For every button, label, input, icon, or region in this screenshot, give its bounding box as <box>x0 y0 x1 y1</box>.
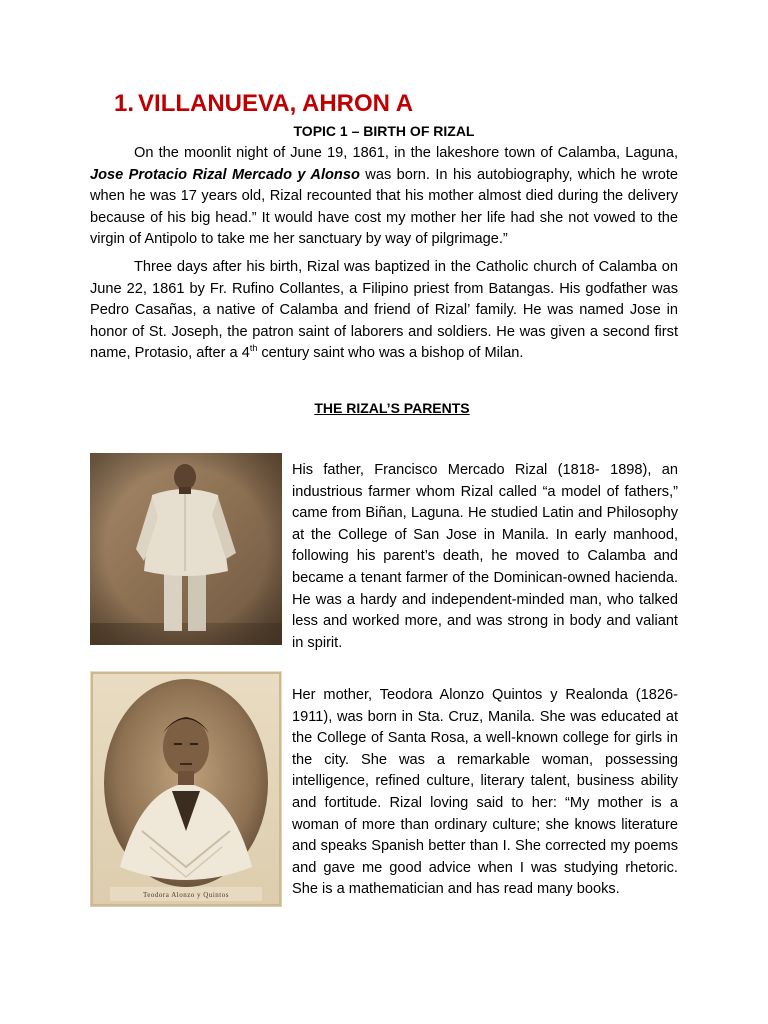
mother-photo-caption: Teodora Alonzo y Quintos <box>143 891 229 899</box>
baptism-paragraph-end: century saint who was a bishop of Milan. <box>257 345 524 362</box>
parents-section-title: THE RIZAL’S PARENTS <box>314 400 470 416</box>
ordinal-superscript: th <box>249 343 258 354</box>
father-paragraph: His father, Francisco Mercado Rizal (1818- 1898), an industrious farmer whom Rizal called “a model of fathers,” came from Biñan, Laguna. He studied Latin and Philosophy at the College of San Jose in Manila. In early manhood, following his parent’s death, he moved to Calamba and became a tenant farmer of the Dominican-owned hacienda. He was a hardy and independent-minded man, who talked less and worked more, and was strong in body and valiant in spirit. <box>292 462 678 651</box>
father-photo <box>90 453 282 645</box>
heading-number: 1. <box>114 90 135 117</box>
birth-paragraph-end: was born. In his autobiography, which he wrote when he was 17 years old, Rizal recounted that his mother almost died during the delivery because of his big head.” It would have cost my mother her life had she not vowed to the virgin of Antipolo to take me her sanctuary by way of pilgrimage.” <box>90 166 678 248</box>
topic-title: TOPIC 1 – BIRTH OF RIZAL <box>293 123 475 139</box>
mother-photo <box>90 671 282 907</box>
birth-paragraph <box>90 143 678 251</box>
baptism-paragraph-start: Three days after his birth, Rizal was baptized in the Catholic church of Calamba on June 22, 1861 by Fr. Rufino Collantes, a Filipino priest from Batangas. His godfather was Pedro Casañas, a native of Calamba and friend of Rizal’ family. He was named Jose in honor of St. Joseph, the patron saint of laborers and soldiers. He was given a second first name, Protasio, after a 4 <box>90 259 678 362</box>
rizal-full-name: Jose Protacio Rizal Mercado y Alonso <box>90 166 360 183</box>
mother-paragraph: Her mother, Teodora Alonzo Quintos y Realonda (1826-1911), was born in Sta. Cruz, Manila. She was educated at the College of Santa Rosa, a well-known college for girls in the city. She was a remarkable woman, possessing intelligence, refined culture, literary talent, business ability and fortitude. Rizal loving said to her: “My mother is a woman of more than ordinary culture; she knows literature and speaks Spanish better than I. She corrected my poems and gave me good advice when I was studying rhetoric. She is a mathematician and has read many books. <box>292 687 678 898</box>
student-heading <box>114 90 413 118</box>
baptism-paragraph <box>90 257 678 365</box>
birth-paragraph-start: On the moonlit night of June 19, 1861, in the lakeshore town of Calamba, Laguna, <box>134 145 678 161</box>
student-name: VILLANUEVA, AHRON A <box>138 90 414 117</box>
